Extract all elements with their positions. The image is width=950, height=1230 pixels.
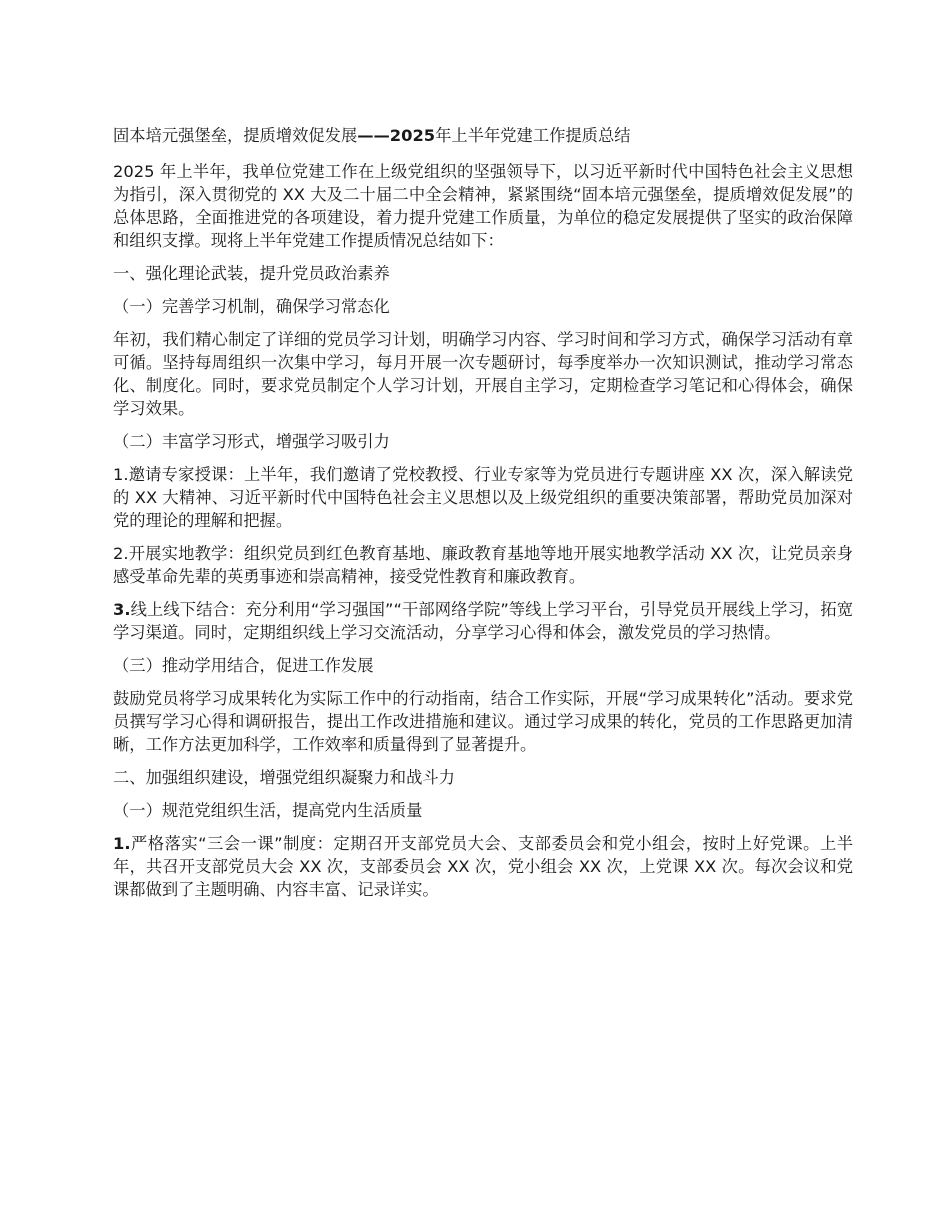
intro-paragraph: 2025 年上半年，我单位党建工作在上级党组织的坚强领导下，以习近平新时代中国特色社会主义思想为指引，深入贯彻党的 XX 大及二十届二中全会精神，紧紧围绕“固本培元强堡垒，提质增效促发展”的总体思路，全面推进党的各项建设，着力提升党建工作质量，为单位的稳定发展提供了坚实的政治保障和组织支撑。现将上半年党建工作提质情况总结如下： — [113, 162, 853, 250]
title-bold-part: ——2025 — [357, 126, 436, 145]
document-page — [113, 124, 853, 911]
subsection-paragraph-1: 年初，我们精心制定了详细的党员学习计划，明确学习内容、学习时间和学习方式，确保学习活动有章可循。坚持每周组织一次集中学习，每月开展一次专题研讨，每季度举办一次知识测试，推动学习常态化、制度化。同时，要求党员制定个人学习计划，开展自主学习，定期检查学习笔记和心得体会，确保学习效果。 — [113, 330, 853, 418]
subsection-heading-1: （一）完善学习机制，确保学习常态化 — [113, 297, 390, 316]
list-item-4 — [113, 832, 853, 901]
list-item-2: 2.开展实地教学：组织党员到红色教育基地、廉政教育基地等地开展实地教学活动 XX 次，让党员亲身感受革命先辈的英勇事迹和崇高精神，接受党性教育和廉政教育。 — [113, 544, 853, 586]
section-heading-1: 一、强化理论武装，提升党员政治素养 — [113, 264, 390, 283]
title-prefix: 固本培元强堡垒，提质增效促发展 — [113, 126, 358, 145]
document-title — [113, 124, 853, 147]
list-item-3-text: 线上线下结合：充分利用“学习强国”“干部网络学院”等线上学习平台，引导党员开展线上学习，拓宽学习渠道。同时，定期组织线上学习交流活动，分享学习心得和体会，激发党员的学习热情。 — [113, 600, 853, 642]
list-item-1: 1.邀请专家授课：上半年，我们邀请了党校教授、行业专家等为党员进行专题讲座 XX 次，深入解读党的 XX 大精神、习近平新时代中国特色社会主义思想以及上级党组织的重要决策部署，帮助党员加深对党的理论的理解和把握。 — [113, 465, 853, 530]
list-item-3 — [113, 598, 853, 644]
subsection-heading-4: （一）规范党组织生活，提高党内生活质量 — [113, 801, 423, 820]
subsection-paragraph-3: 鼓励党员将学习成果转化为实际工作中的行动指南，结合工作实际，开展“学习成果转化”活动。要求党员撰写学习心得和调研报告，提出工作改进措施和建议。通过学习成果的转化，党员的工作思路更加清晰，工作方法更加科学，工作效率和质量得到了显著提升。 — [113, 689, 853, 754]
section-heading-2: 二、加强组织建设，增强党组织凝聚力和战斗力 — [113, 768, 455, 787]
subsection-heading-3: （三）推动学用结合，促进工作发展 — [113, 656, 374, 675]
list-item-4-text: 严格落实“三会一课”制度：定期召开支部党员大会、支部委员会和党小组会，按时上好党课。上半年，共召开支部党员大会 XX 次，支部委员会 XX 次，党小组会 XX 次，上党课 XX 次。每次会议和党课都做到了主题明确、内容丰富、记录详实。 — [113, 834, 853, 899]
title-suffix: 年上半年党建工作提质总结 — [435, 126, 631, 145]
list-item-4-number: 1. — [113, 834, 131, 853]
list-item-3-number: 3. — [113, 600, 131, 619]
subsection-heading-2: （二）丰富学习形式，增强学习吸引力 — [113, 432, 390, 451]
